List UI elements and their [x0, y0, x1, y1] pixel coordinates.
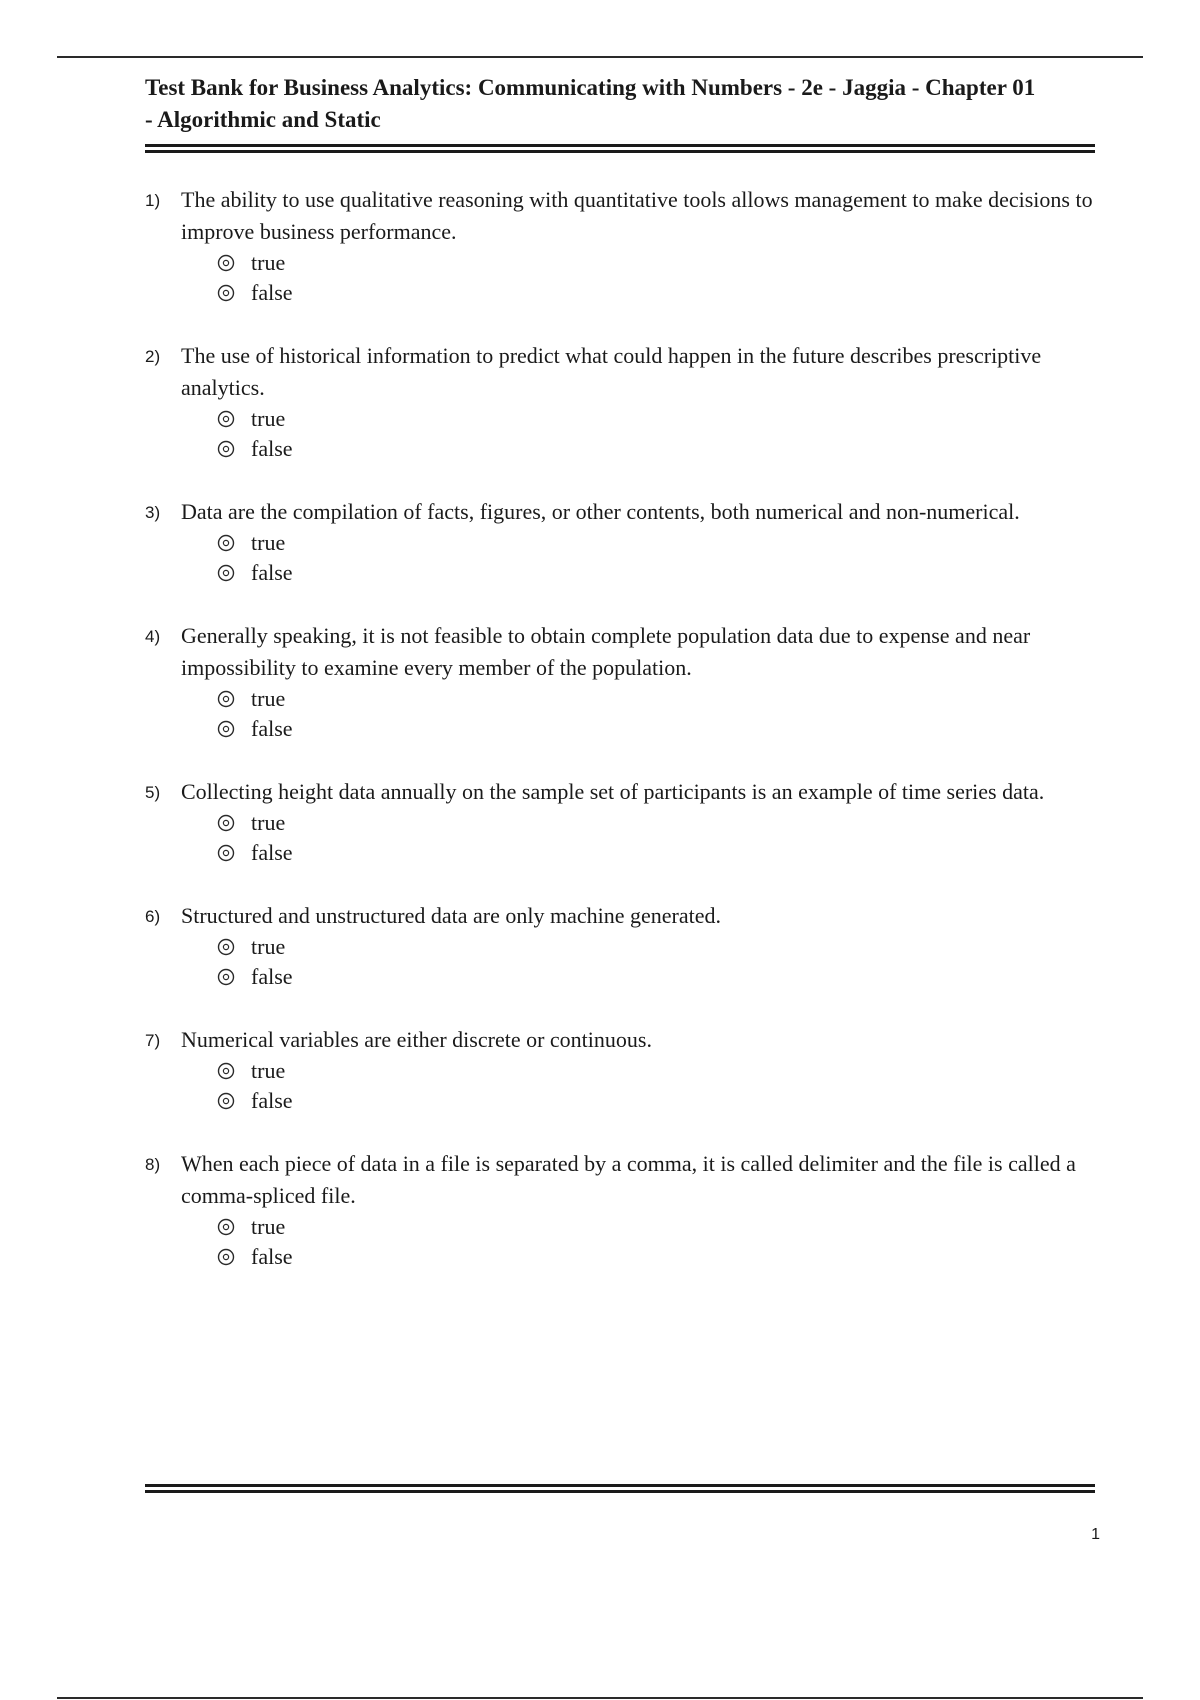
- radio-button-icon[interactable]: [217, 534, 235, 552]
- question-text: Structured and unstructured data are only machine generated.: [181, 903, 721, 928]
- question-item: [145, 1148, 1095, 1272]
- footer-double-rule-wrap: [145, 1484, 1095, 1493]
- document-title: [145, 72, 1095, 136]
- answer-option-true[interactable]: [217, 248, 1095, 278]
- question-item: [145, 620, 1095, 744]
- answer-option-label: false: [251, 716, 293, 741]
- answer-options: [217, 1212, 1095, 1272]
- radio-button-icon[interactable]: [217, 720, 235, 738]
- radio-button-icon[interactable]: [217, 968, 235, 986]
- question-text: Collecting height data annually on the sample set of participants is an example of time series data.: [181, 779, 1045, 804]
- radio-button-icon[interactable]: [217, 254, 235, 272]
- answer-options: [217, 1056, 1095, 1116]
- page-number: 1: [1091, 1526, 1100, 1543]
- answer-options: [217, 528, 1095, 588]
- answer-option-label: true: [251, 1214, 286, 1239]
- answer-options: [217, 808, 1095, 868]
- radio-button-icon[interactable]: [217, 938, 235, 956]
- answer-option-label: false: [251, 560, 293, 585]
- radio-button-icon[interactable]: [217, 1248, 235, 1266]
- answer-option-label: true: [251, 686, 286, 711]
- radio-button-icon[interactable]: [217, 564, 235, 582]
- question-item: [145, 496, 1095, 588]
- question-item: [145, 776, 1095, 868]
- question-number: 7): [145, 1031, 161, 1050]
- question-text: Data are the compilation of facts, figures, or other contents, both numerical and non-numerical.: [181, 499, 1020, 524]
- answer-option-true[interactable]: [217, 932, 1095, 962]
- answer-option-label: true: [251, 250, 286, 275]
- question-item: [145, 340, 1095, 464]
- answer-options: [217, 248, 1095, 308]
- answer-option-true[interactable]: [217, 1212, 1095, 1242]
- page-bottom-border: [57, 1697, 1143, 1699]
- radio-button-icon[interactable]: [217, 844, 235, 862]
- answer-option-label: false: [251, 840, 293, 865]
- answer-option-label: true: [251, 406, 286, 431]
- question-item: [145, 184, 1095, 308]
- question-number: 8): [145, 1155, 161, 1174]
- answer-option-label: true: [251, 934, 286, 959]
- radio-button-icon[interactable]: [217, 814, 235, 832]
- answer-option-label: true: [251, 810, 286, 835]
- radio-button-icon[interactable]: [217, 284, 235, 302]
- question-item: [145, 900, 1095, 992]
- answer-options: [217, 404, 1095, 464]
- answer-option-label: false: [251, 1088, 293, 1113]
- answer-option-label: true: [251, 1058, 286, 1083]
- question-number: 6): [145, 907, 161, 926]
- document-header: [145, 72, 1095, 153]
- answer-option-false[interactable]: [217, 278, 1095, 308]
- question-number: 5): [145, 783, 161, 802]
- question-number: 3): [145, 503, 161, 522]
- title-line-1: Test Bank for Business Analytics: Communicating with Numbers - 2e - Jaggia - Chapter 01: [145, 75, 1036, 100]
- answer-option-label: false: [251, 1244, 293, 1269]
- answer-option-true[interactable]: [217, 808, 1095, 838]
- title-line-2: - Algorithmic and Static: [145, 107, 381, 132]
- answer-option-false[interactable]: [217, 1242, 1095, 1272]
- radio-button-icon[interactable]: [217, 440, 235, 458]
- question-text: The use of historical information to predict what could happen in the future describes prescriptive analytics.: [181, 343, 1042, 400]
- question-text: The ability to use qualitative reasoning with quantitative tools allows management to make decisions to improve business performance.: [181, 187, 1093, 244]
- answer-option-false[interactable]: [217, 838, 1095, 868]
- answer-option-false[interactable]: [217, 558, 1095, 588]
- radio-button-icon[interactable]: [217, 690, 235, 708]
- question-list: [145, 184, 1095, 1304]
- answer-option-false[interactable]: [217, 434, 1095, 464]
- question-text: Numerical variables are either discrete or continuous.: [181, 1027, 652, 1052]
- page-top-border: [57, 56, 1143, 58]
- answer-option-true[interactable]: [217, 528, 1095, 558]
- question-text: When each piece of data in a file is separated by a comma, it is called delimiter and the file is called a comma-spliced file.: [181, 1151, 1076, 1208]
- question-item: [145, 1024, 1095, 1116]
- answer-options: [217, 932, 1095, 992]
- question-number: 2): [145, 347, 161, 366]
- answer-option-true[interactable]: [217, 404, 1095, 434]
- answer-option-true[interactable]: [217, 1056, 1095, 1086]
- answer-option-false[interactable]: [217, 714, 1095, 744]
- answer-option-false[interactable]: [217, 962, 1095, 992]
- radio-button-icon[interactable]: [217, 1218, 235, 1236]
- radio-button-icon[interactable]: [217, 1062, 235, 1080]
- header-double-rule: [145, 144, 1095, 153]
- answer-option-label: false: [251, 280, 293, 305]
- question-number: 4): [145, 627, 161, 646]
- answer-option-label: false: [251, 964, 293, 989]
- radio-button-icon[interactable]: [217, 410, 235, 428]
- answer-option-true[interactable]: [217, 684, 1095, 714]
- question-number: 1): [145, 191, 161, 210]
- answer-option-false[interactable]: [217, 1086, 1095, 1116]
- answer-option-label: false: [251, 436, 293, 461]
- radio-button-icon[interactable]: [217, 1092, 235, 1110]
- question-text: Generally speaking, it is not feasible to obtain complete population data due to expense and near impossibility to examine every member of the population.: [181, 623, 1031, 680]
- answer-options: [217, 684, 1095, 744]
- footer-double-rule: [145, 1484, 1095, 1493]
- answer-option-label: true: [251, 530, 286, 555]
